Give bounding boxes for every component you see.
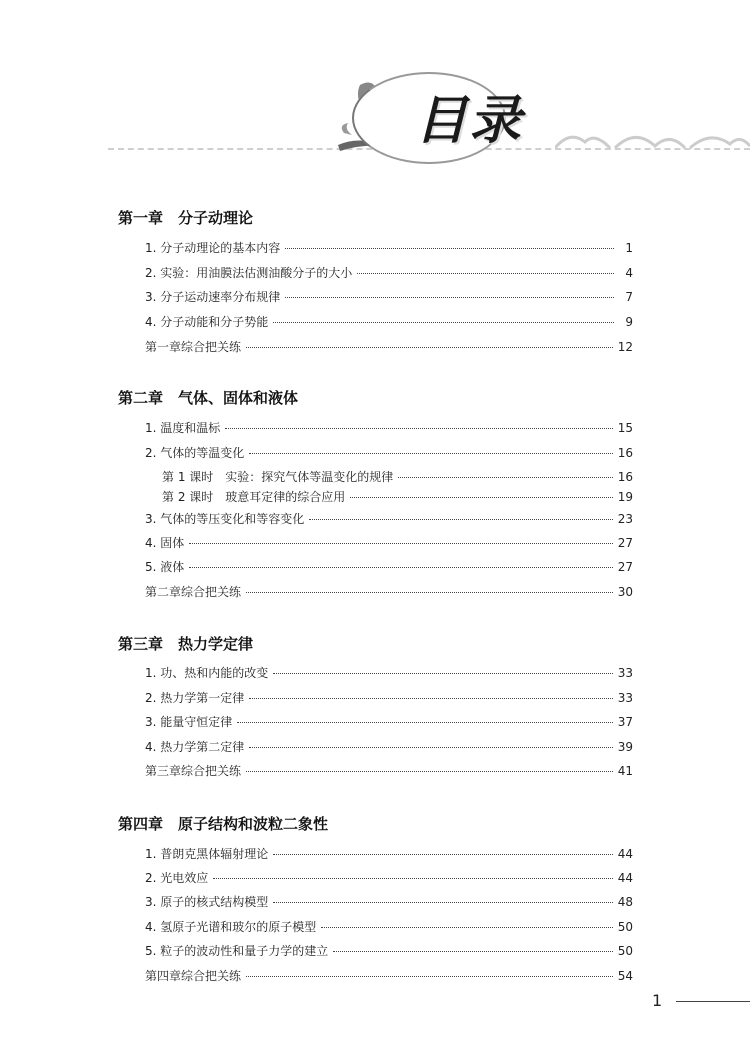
entry-page: 37 [617, 715, 633, 729]
dot-leader [225, 428, 612, 429]
entry-page: 12 [617, 340, 633, 354]
dot-leader [246, 347, 613, 348]
dot-leader [285, 297, 614, 298]
entry-label: 第四章综合把关练 [145, 969, 242, 983]
entry-label: 2. 热力学第一定律 [145, 691, 245, 705]
dot-leader [350, 497, 612, 498]
toc-entry[interactable] [145, 338, 633, 354]
toc-entry[interactable] [145, 664, 633, 680]
entry-label: 4. 分子动能和分子势能 [145, 315, 269, 329]
toc-entry[interactable] [145, 713, 633, 729]
page-number: 1 [652, 991, 663, 1010]
entry-page: 15 [617, 421, 633, 435]
dot-leader [273, 854, 612, 855]
dot-leader [189, 567, 612, 568]
entry-label: 1. 普朗克黑体辐射理论 [145, 847, 269, 861]
chapter-title: 第三章 热力学定律 [118, 635, 254, 653]
entry-label: 3. 原子的核式结构模型 [145, 895, 269, 909]
dot-leader [398, 477, 612, 478]
toc-entry[interactable] [145, 893, 633, 909]
toc-entry[interactable] [145, 534, 633, 550]
entry-page: 54 [617, 969, 633, 983]
toc-entry[interactable] [145, 313, 633, 329]
entry-label: 5. 粒子的波动性和量子力学的建立 [145, 944, 329, 958]
toc-entry[interactable] [145, 444, 633, 460]
toc-entry[interactable] [145, 583, 633, 599]
entry-page: 16 [617, 446, 633, 460]
dot-leader [213, 878, 612, 879]
toc-entry[interactable] [145, 419, 633, 435]
entry-label: 1. 分子动理论的基本内容 [145, 241, 281, 255]
wave-decoration-icon [555, 128, 750, 150]
entry-page: 16 [617, 470, 633, 484]
entry-label: 2. 光电效应 [145, 871, 209, 885]
toc-entry[interactable] [145, 738, 633, 754]
entry-page: 30 [617, 585, 633, 599]
entry-page: 23 [617, 512, 633, 526]
entry-label: 第三章综合把关练 [145, 764, 242, 778]
entry-label: 第 2 课时 玻意耳定律的综合应用 [162, 490, 346, 504]
toc-entry[interactable] [145, 869, 633, 885]
dot-leader [249, 747, 612, 748]
entry-page: 7 [625, 290, 633, 304]
entry-label: 5. 液体 [145, 560, 185, 574]
entry-label: 第一章综合把关练 [145, 340, 242, 354]
toc-entry[interactable] [145, 967, 633, 983]
entry-page: 44 [617, 871, 633, 885]
dot-leader [357, 273, 614, 274]
dot-leader [285, 248, 614, 249]
entry-page: 1 [625, 241, 633, 255]
dot-leader [273, 673, 612, 674]
chapter-title: 第二章 气体、固体和液体 [118, 389, 299, 407]
entry-page: 27 [617, 536, 633, 550]
dot-leader [189, 543, 612, 544]
chapter-title: 第四章 原子结构和波粒二象性 [118, 815, 329, 833]
toc-subentry[interactable] [162, 488, 633, 504]
entry-label: 2. 实验：用油膜法估测油酸分子的大小 [145, 266, 353, 280]
dot-leader [321, 927, 612, 928]
dot-leader [246, 771, 613, 772]
toc-subentry[interactable] [162, 468, 633, 484]
entry-page: 39 [617, 740, 633, 754]
entry-label: 4. 氢原子光谱和玻尔的原子模型 [145, 920, 317, 934]
entry-label: 第 1 课时 实验：探究气体等温变化的规律 [162, 470, 394, 484]
entry-page: 33 [617, 666, 633, 680]
dot-leader [309, 519, 612, 520]
entry-label: 4. 热力学第二定律 [145, 740, 245, 754]
toc-entry[interactable] [145, 288, 633, 304]
toc-entry[interactable] [145, 510, 633, 526]
dot-leader [246, 592, 613, 593]
dot-leader [249, 453, 612, 454]
dot-leader [273, 902, 612, 903]
toc-entry[interactable] [145, 239, 633, 255]
entry-page: 44 [617, 847, 633, 861]
toc-entry[interactable] [145, 689, 633, 705]
entry-label: 1. 温度和温标 [145, 421, 221, 435]
entry-page: 27 [617, 560, 633, 574]
entry-page: 50 [617, 944, 633, 958]
dot-leader [333, 951, 612, 952]
toc-entry[interactable] [145, 942, 633, 958]
dot-leader [273, 322, 614, 323]
entry-label: 2. 气体的等温变化 [145, 446, 245, 460]
entry-label: 3. 气体的等压变化和等容变化 [145, 512, 305, 526]
entry-label: 第二章综合把关练 [145, 585, 242, 599]
entry-page: 48 [617, 895, 633, 909]
entry-page: 9 [625, 315, 633, 329]
dot-leader [249, 698, 612, 699]
toc-header [0, 0, 750, 170]
page-number-rule [676, 1001, 750, 1002]
dot-leader [246, 976, 613, 977]
entry-page: 33 [617, 691, 633, 705]
entry-label: 3. 能量守恒定律 [145, 715, 233, 729]
toc-entry[interactable] [145, 918, 633, 934]
entry-label: 3. 分子运动速率分布规律 [145, 290, 281, 304]
toc-entry[interactable] [145, 845, 633, 861]
toc-entry[interactable] [145, 558, 633, 574]
entry-label: 1. 功、热和内能的改变 [145, 666, 269, 680]
entry-page: 41 [617, 764, 633, 778]
entry-page: 50 [617, 920, 633, 934]
entry-page: 4 [625, 266, 633, 280]
toc-entry[interactable] [145, 762, 633, 778]
entry-label: 4. 固体 [145, 536, 185, 550]
chapter-title: 第一章 分子动理论 [118, 209, 254, 227]
page-title: 目录 [415, 91, 524, 151]
entry-page: 19 [617, 490, 633, 504]
toc-entry[interactable] [145, 264, 633, 280]
dot-leader [237, 722, 612, 723]
